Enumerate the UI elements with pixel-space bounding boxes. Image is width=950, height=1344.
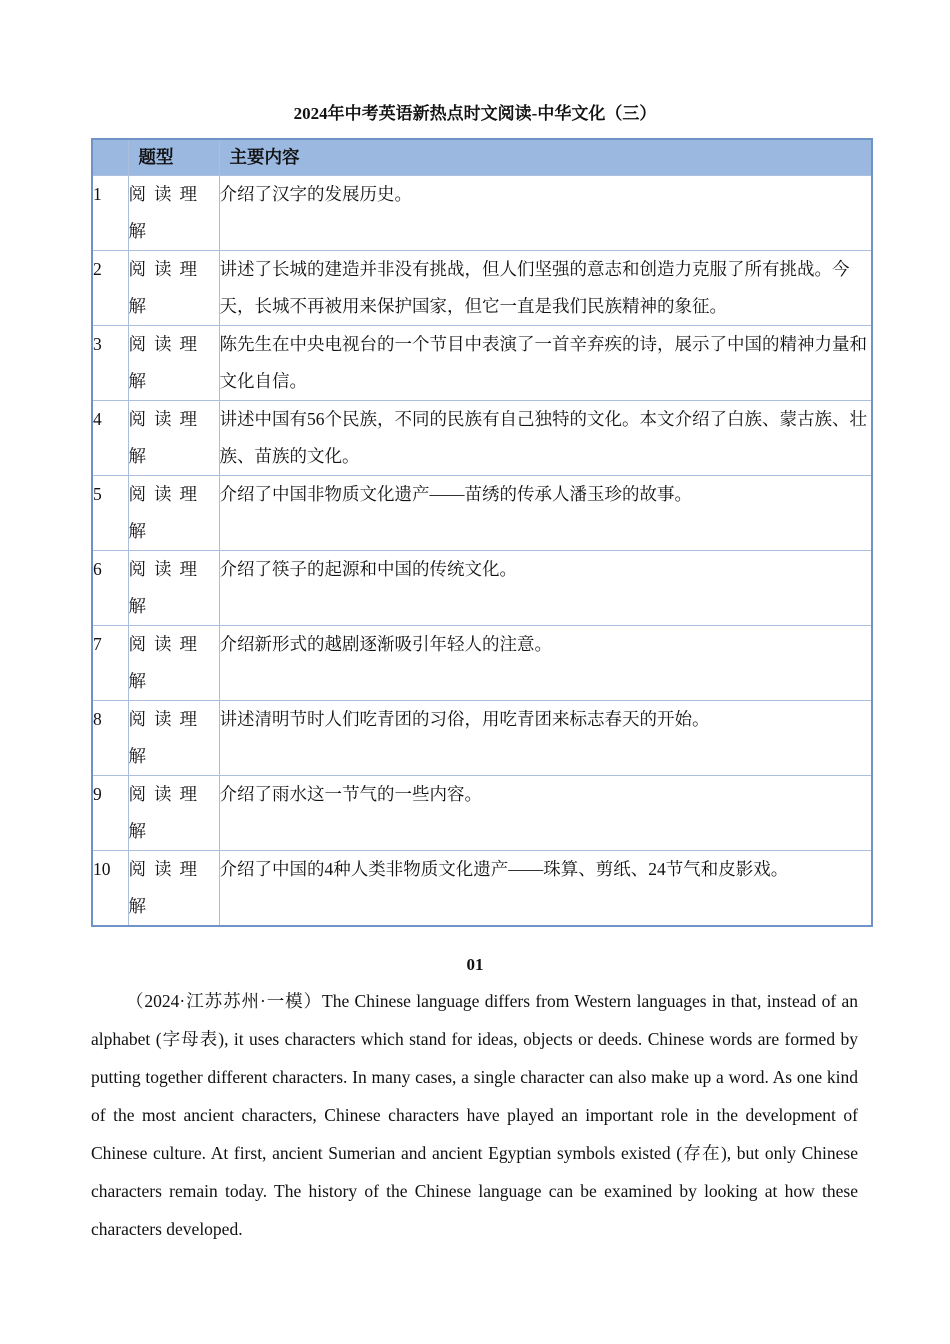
row-question-type: [128, 775, 219, 850]
row-number: 3: [92, 325, 128, 400]
table-row: [92, 175, 872, 250]
table-row: [92, 625, 872, 700]
table-header-row: [92, 139, 872, 175]
row-number: 10: [92, 850, 128, 926]
row-main-content: 讲述了长城的建造并非没有挑战，但人们坚强的意志和创造力克服了所有挑战。今天，长城不再被用来保护国家，但它一直是我们民族精神的象征。: [219, 250, 872, 325]
row-question-type: [128, 850, 219, 926]
row-question-type-label: 阅读理解: [128, 183, 205, 241]
row-question-type-label: 阅读理解: [128, 258, 205, 316]
row-main-content: 介绍了中国的4种人类非物质文化遗产——珠算、剪纸、24节气和皮影戏。: [219, 850, 872, 926]
table-row: [92, 700, 872, 775]
section-number: 01: [466, 955, 484, 974]
row-number: 4: [92, 400, 128, 475]
row-question-type: [128, 550, 219, 625]
row-question-type-label: 阅读理解: [128, 783, 205, 841]
table-row: [92, 400, 872, 475]
row-number: 6: [92, 550, 128, 625]
page-title: 2024年中考英语新热点时文阅读-中华文化（三）: [293, 104, 657, 123]
row-main-content: 讲述清明节时人们吃青团的习俗，用吃青团来标志春天的开始。: [219, 700, 872, 775]
row-number: 9: [92, 775, 128, 850]
row-number: 1: [92, 175, 128, 250]
row-question-type: [128, 175, 219, 250]
row-question-type-label: 阅读理解: [128, 408, 205, 466]
row-number: 8: [92, 700, 128, 775]
row-number: 7: [92, 625, 128, 700]
passage-text: （2024·江苏苏州·一模）The Chinese language differs from Western languages in that, instead of an alphabet (字母表), it uses characters which stand for ideas, objects or deeds. Chinese words are formed by putting together different characters. In many cases, a single character can also make up a word. As one kind of the most ancient characters, Chinese characters have played an important role in the development of Chinese culture. At first, ancient Sumerian and ancient Egyptian symbols existed (存在), but only Chinese characters remain today. The history of the Chinese language can be examined by looking at how these characters developed.: [91, 991, 858, 1239]
table-row: [92, 775, 872, 850]
row-main-content: 介绍了汉字的发展历史。: [219, 175, 872, 250]
row-question-type-label: 阅读理解: [128, 333, 205, 391]
row-main-content: 陈先生在中央电视台的一个节目中表演了一首辛弃疾的诗，展示了中国的精神力量和文化自信。: [219, 325, 872, 400]
row-question-type: [128, 475, 219, 550]
table-row: [92, 475, 872, 550]
row-main-content: 讲述中国有56个民族，不同的民族有自己独特的文化。本文介绍了白族、蒙古族、壮族、苗族的文化。: [219, 400, 872, 475]
row-question-type-label: 阅读理解: [128, 558, 205, 616]
row-main-content: 介绍了雨水这一节气的一些内容。: [219, 775, 872, 850]
header-question-type: 题型: [128, 139, 219, 175]
row-question-type: [128, 625, 219, 700]
row-number: 5: [92, 475, 128, 550]
row-question-type-label: 阅读理解: [128, 858, 205, 916]
row-question-type-label: 阅读理解: [128, 708, 205, 766]
row-main-content: 介绍了中国非物质文化遗产——苗绣的传承人潘玉珍的故事。: [219, 475, 872, 550]
row-main-content: 介绍了筷子的起源和中国的传统文化。: [219, 550, 872, 625]
table-row: [92, 550, 872, 625]
table-row: [92, 850, 872, 926]
header-number: [92, 139, 128, 175]
table-row: [92, 250, 872, 325]
row-question-type: [128, 250, 219, 325]
row-question-type: [128, 700, 219, 775]
row-question-type: [128, 325, 219, 400]
header-main-content: 主要内容: [219, 139, 872, 175]
summary-table: [91, 138, 873, 927]
row-main-content: 介绍新形式的越剧逐渐吸引年轻人的注意。: [219, 625, 872, 700]
row-question-type-label: 阅读理解: [128, 483, 205, 541]
table-row: [92, 325, 872, 400]
row-question-type-label: 阅读理解: [128, 633, 205, 691]
row-number: 2: [92, 250, 128, 325]
row-question-type: [128, 400, 219, 475]
